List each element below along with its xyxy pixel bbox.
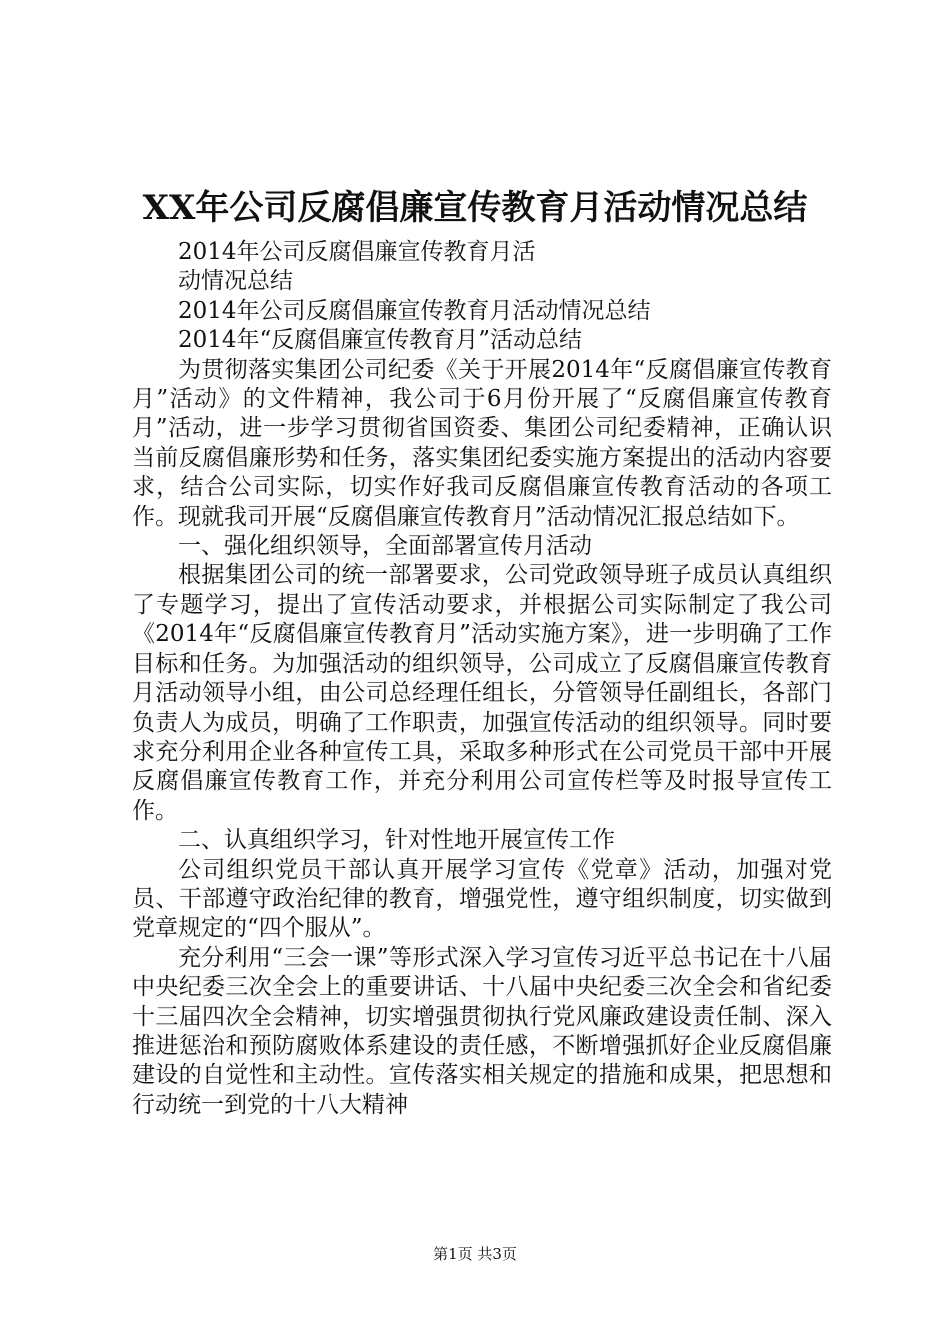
section-heading-1: 一、强化组织领导，全面部署宣传月活动	[178, 533, 592, 560]
subtitle-line-2: 动情况总结	[178, 268, 293, 295]
section-heading-2: 二、认真组织学习，针对性地开展宣传工作	[178, 827, 615, 854]
page-footer: 第1页 共3页	[433, 1245, 517, 1263]
paragraph-section-1: 根据集团公司的统一部署要求，公司党政领导班子成员认真组织了专题学习，提出了宣传活动要求，并根据公司实际制定了我公司《2014年“反腐倡廉宣传教育月”活动实施方案》，进一步明确了工作目标和任务。为加强活动的组织领导，公司成立了反腐倡廉宣传教育月活动领导小组，由公司总经理任组长，分管领导任副组长，各部门负责人为成员，明确了工作职责，加强宣传活动的组织领导。同时要求充分利用企业各种宣传工具，采取多种形式在公司党员干部中开展反腐倡廉宣传教育工作，并充分利用公司宣传栏等及时报导宣传工作。	[132, 562, 832, 824]
subtitle-line-4: 2014年“反腐倡廉宣传教育月”活动总结	[178, 327, 583, 354]
subtitle-line-3: 2014年公司反腐倡廉宣传教育月活动情况总结	[178, 297, 651, 324]
paragraph-section-2b: 充分利用“三会一课”等形式深入学习宣传习近平总书记在十八届中央纪委三次全会上的重要讲话、十八届中央纪委三次全会和省纪委十三届四次全会精神，切实增强贯彻执行党风廉政建设责任制、深入推进惩治和预防腐败体系建设的责任感，不断增强抓好企业反腐倡廉建设的自觉性和主动性。宣传落实相关规定的措施和成果，把思想和行动统一到党的十八大精神	[132, 944, 832, 1118]
paragraph-intro: 为贯彻落实集团公司纪委《关于开展2014年“反腐倡廉宣传教育月”活动》的文件精神，我公司于6月份开展了“反腐倡廉宣传教育月”活动，进一步学习贯彻省国资委、集团公司纪委精神，正确认识当前反腐倡廉形势和任务，落实集团纪委实施方案提出的活动内容要求，结合公司实际，切实作好我司反腐倡廉宣传教育活动的各项工作。现就我司开展“反腐倡廉宣传教育月”活动情况汇报总结如下。	[132, 356, 832, 530]
document-body	[132, 238, 832, 1120]
subtitle-line-1: 2014年公司反腐倡廉宣传教育月活	[178, 239, 536, 265]
paragraph-section-2a: 公司组织党员干部认真开展学习宣传《党章》活动，加强对党员、干部遵守政治纪律的教育，增强党性，遵守组织制度，切实做到党章规定的“四个服从”。	[132, 856, 832, 942]
document-title: XX年公司反腐倡廉宣传教育月活动情况总结	[142, 188, 808, 228]
